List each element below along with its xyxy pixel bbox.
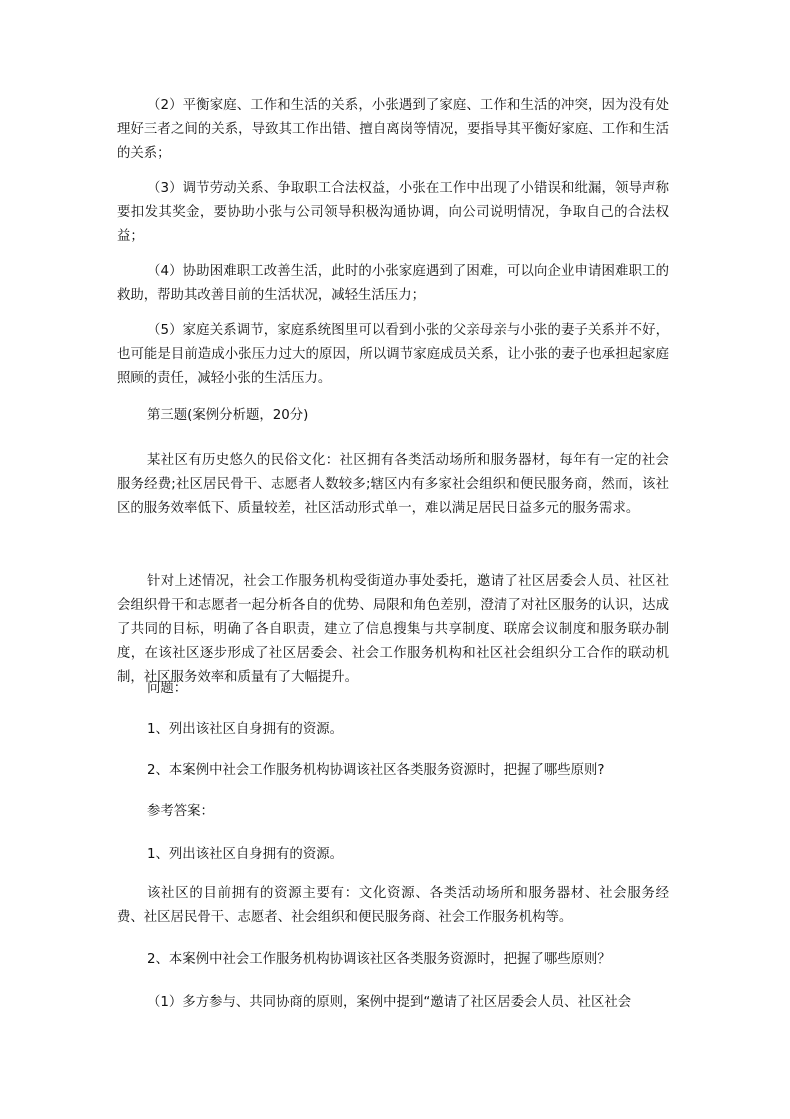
answer-two-principle-one: （1）多方参与、共同协商的原则，案例中提到“邀请了社区居委会人员、社区社会 xyxy=(147,995,632,1010)
question-two: 2、本案例中社会工作服务机构协调该社区各类服务资源时，把握了哪些原则? xyxy=(147,763,605,778)
paragraph-case-intervention: 针对上述情况，社会工作服务机构受街道办事处委托，邀请了社区居委会人员、社区社会组织骨干和志愿者一起分析各自的优势、局限和角色差别，澄清了对社区服务的认识，达成了共同的目标，明确了各自职责，建立了信息搜集与共享制度、联席会议制度和服务联办制度，在该社区逐步形成了社区居委会、社会工作服务机构和社区社会组织分工合作的联动机制，社区服务效率和质量有了大幅提升。 xyxy=(117,574,669,685)
paragraph-balance-family-work: （2）平衡家庭、工作和生活的关系，小张遇到了家庭、工作和生活的冲突，因为没有处理好三者之间的关系，导致其工作出错、擅自离岗等情况，要指导其平衡好家庭、工作和生活的关系； xyxy=(117,98,669,161)
answer-two-heading: 2、本案例中社会工作服务机构协调该社区各类服务资源时，把握了哪些原则？ xyxy=(147,952,611,967)
questions-label: 问题： xyxy=(147,681,188,696)
section-heading-question-three: 第三题(案例分析题，20分) xyxy=(147,408,309,423)
reference-answer-label: 参考答案： xyxy=(147,804,214,819)
paragraph-family-relations: （5）家庭关系调节，家庭系统图里可以看到小张的父亲母亲与小张的妻子关系并不好，也可能是目前造成小张压力过大的原因，所以调节家庭成员关系，让小张的妻子也承担起家庭照顾的责任，减轻小张的生活压力。 xyxy=(117,323,669,386)
question-one: 1、列出该社区自身拥有的资源。 xyxy=(147,722,343,737)
answer-one-heading: 1、列出该社区自身拥有的资源。 xyxy=(147,847,343,862)
paragraph-assist-needy-workers: （4）协助困难职工改善生活，此时的小张家庭遇到了困难，可以向企业申请困难职工的救助，帮助其改善目前的生活状况，减轻生活压力； xyxy=(117,264,669,303)
paragraph-case-background: 某社区有历史悠久的民俗文化：社区拥有各类活动场所和服务器材，每年有一定的社会服务经费;社区居民骨干、志愿者人数较多;辖区内有多家社会组织和便民服务商，然而，该社区的服务效率低下、质量较差，社区活动形式单一，难以满足居民日益多元的服务需求。 xyxy=(117,453,669,516)
answer-one-body: 该社区的目前拥有的资源主要有：文化资源、各类活动场所和服务器材、社会服务经费、社区居民骨干、志愿者、社会组织和便民服务商、社会工作服务机构等。 xyxy=(117,886,669,925)
paragraph-labor-relations: （3）调节劳动关系、争取职工合法权益，小张在工作中出现了小错误和纰漏，领导声称要扣发其奖金，要协助小张与公司领导积极沟通协调，向公司说明情况，争取自己的合法权益； xyxy=(117,181,669,244)
